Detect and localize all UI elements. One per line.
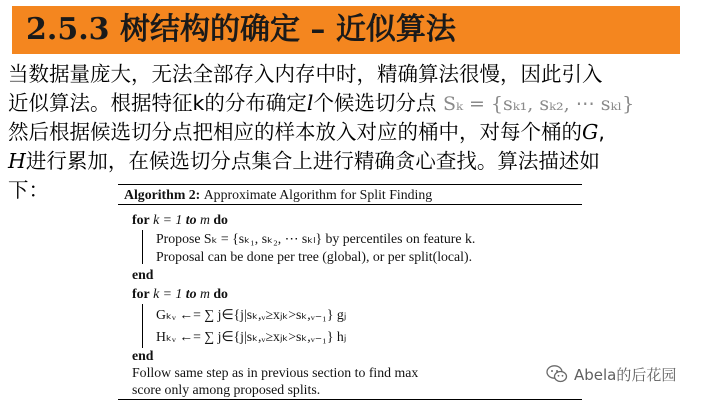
algorithm-for2-to: to (185, 286, 197, 301)
algorithm-end-2 (132, 347, 153, 364)
slide-title-bar (12, 6, 680, 54)
algorithm-g-update: Gₖᵥ ←= ∑ j∈{j|sₖ,ᵥ≥xⱼₖ>sₖ,ᵥ₋₁} gⱼ (156, 307, 347, 322)
algorithm-block-bar-1 (142, 230, 143, 264)
algorithm-block-bar-2 (142, 304, 143, 348)
paragraph-var-h: H (8, 149, 26, 173)
algorithm-caption-rule (118, 204, 582, 205)
algorithm-for2-condition: k = 1 (153, 286, 183, 301)
algorithm-for1-to: to (185, 212, 197, 227)
algorithm-end-2-keyword: end (132, 348, 154, 363)
paragraph-line-2-text-a: 近似算法。根据特征k的分布确定 (8, 91, 307, 115)
algorithm-for2-keyword: for (132, 286, 150, 301)
algorithm-proposal-note: Proposal can be done per tree (global), or per split(local). (156, 249, 473, 264)
algorithm-caption (124, 186, 432, 203)
paragraph-line-4-text: 进行累加，在候选切分点集合上进行精确贪心查找。算法描述如 (25, 149, 600, 173)
paragraph-line-2 (8, 89, 714, 118)
algorithm-for1-keyword: for (132, 212, 150, 227)
algorithm-for-loop-2 (132, 285, 228, 302)
algorithm-for1-do: do (213, 212, 228, 227)
algorithm-for2-do: do (213, 286, 228, 301)
paragraph-line-5: 下： (8, 178, 49, 202)
algorithm-bottom-rule (118, 399, 582, 400)
wechat-icon (546, 364, 568, 384)
paragraph-line-3-text-a: 然后根据候选切分点把相应的样本放入对应的桶中，对每个桶的 (8, 120, 582, 144)
paragraph-line-2-text-b: 个候选切分点 (313, 91, 437, 115)
algorithm-propose-line: Propose Sₖ = {sₖ₁, sₖ₂, ⋯ sₖₗ} by percentiles on feature k. (156, 231, 476, 246)
watermark (546, 363, 676, 385)
paragraph-line-3 (8, 118, 714, 147)
algorithm-for2-m: m (199, 286, 210, 301)
paragraph-line-1: 当数据量庞大，无法全部存入内存中时，精确算法很慢，因此引入 (8, 62, 603, 86)
algorithm-for1-m: m (199, 212, 210, 227)
algorithm-end-1 (132, 266, 153, 283)
paragraph-line-3-text-b: , (598, 120, 605, 144)
algorithm-follow-line-2: score only among proposed splits. (132, 382, 321, 397)
paragraph-candidate-set-formula: Sₖ = {sₖ₁, sₖ₂, ⋯ sₖₗ} (442, 93, 635, 115)
algorithm-caption-label: Algorithm 2: (124, 187, 201, 202)
algorithm-caption-text: Approximate Algorithm for Split Finding (203, 187, 433, 202)
algorithm-for1-condition: k = 1 (153, 212, 183, 227)
algorithm-follow-line-1: Follow same step as in previous section to find max (132, 365, 419, 380)
watermark-text: Abela的后花园 (574, 365, 677, 384)
slide-title: 2.5.3 树结构的确定 – 近似算法 (26, 12, 456, 47)
algorithm-h-update: Hₖᵥ ←= ∑ j∈{j|sₖ,ᵥ≥xⱼₖ>sₖ,ᵥ₋₁} hⱼ (156, 329, 347, 344)
paragraph-line-4 (8, 147, 714, 176)
algorithm-box (118, 184, 582, 402)
algorithm-top-rule (118, 184, 582, 185)
paragraph-var-g: G (582, 120, 599, 144)
algorithm-end-1-keyword: end (132, 267, 154, 282)
algorithm-for-loop-1 (132, 211, 228, 228)
paragraph-var-l: l (306, 91, 314, 115)
